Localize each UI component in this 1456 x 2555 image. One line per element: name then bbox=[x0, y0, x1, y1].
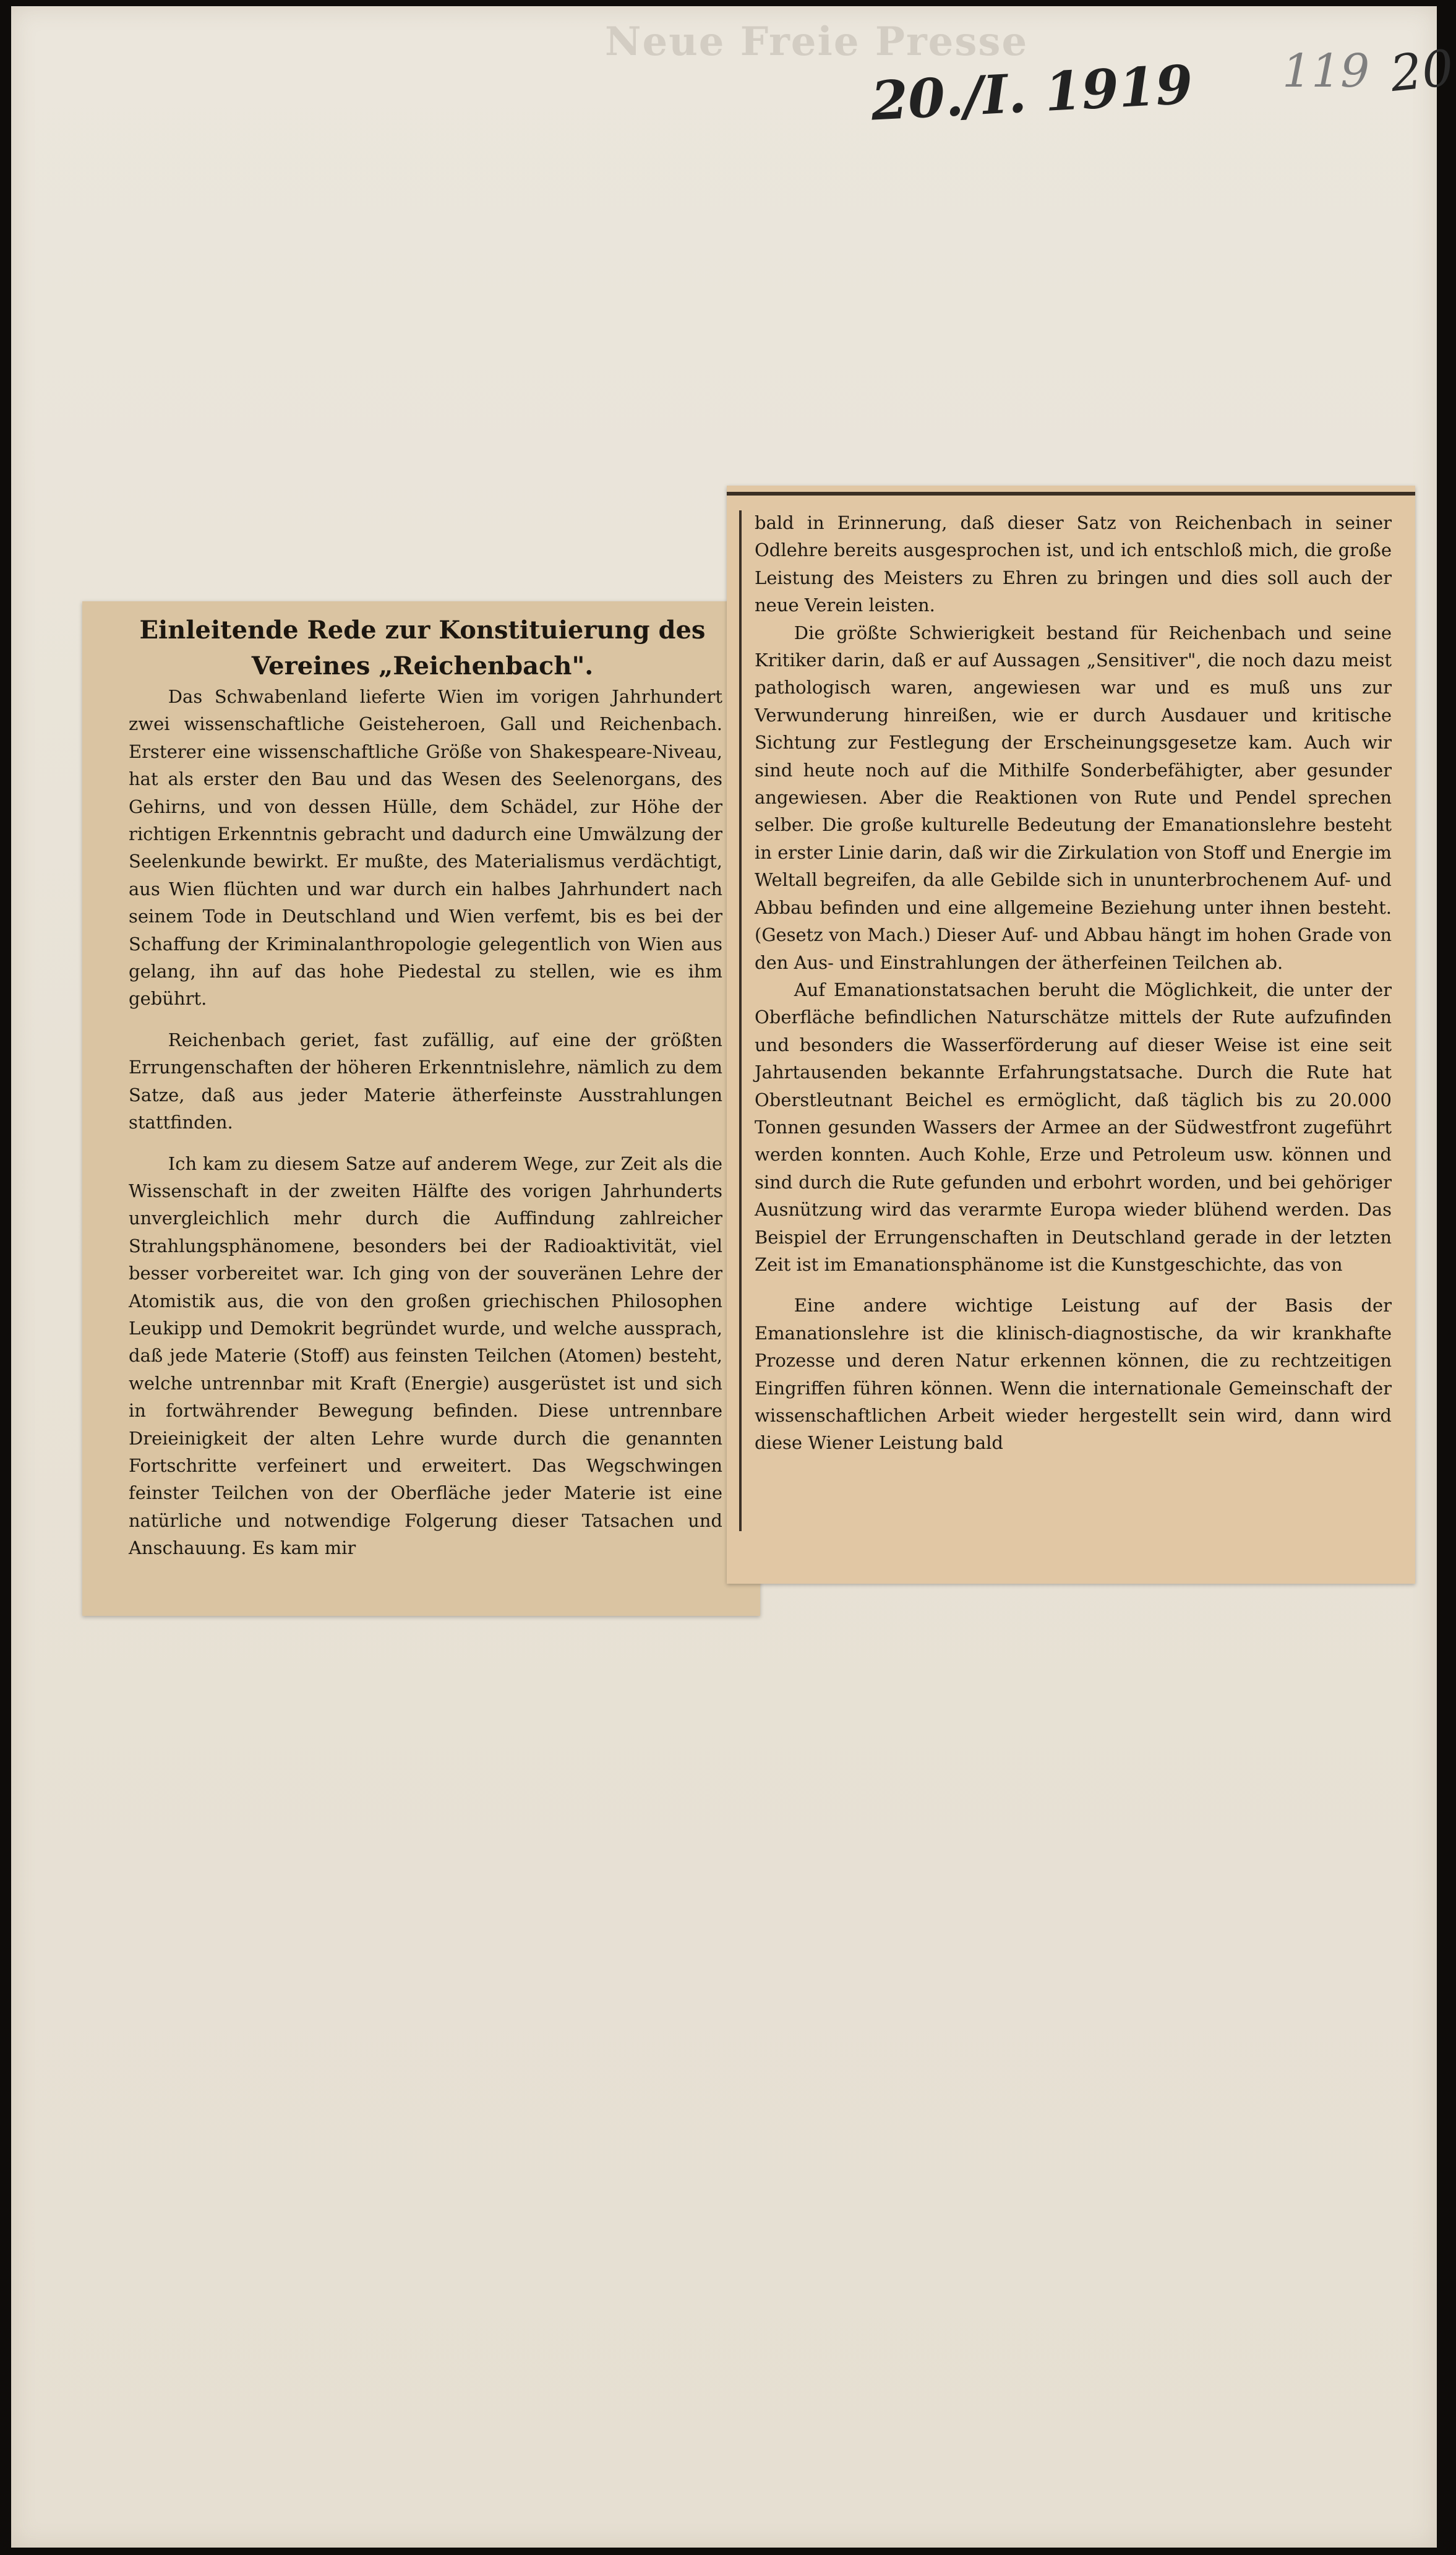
right-column-text bbox=[755, 509, 1392, 1573]
archive-number: 119 bbox=[1282, 45, 1370, 98]
column-divider bbox=[739, 510, 742, 1531]
paragraph: Die größte Schwierigkeit bestand für Reichenbach und seine Kritiker darin, daß er auf Aussagen „Sensitiver", die noch dazu meist pathologisch waren, angewiesen war und es muß uns zur Verwunderung hinreißen, wie er durch Ausdauer und kritische Sichtung zur Festlegung der Erscheinungsgesetze kam. Auch wir sind heute noch auf die Mithilfe Sonderbefähigter, aber gesunder angewiesen. Aber die Reaktionen von Rute und Pendel sprechen selber. Die große kulturelle Bedeutung der Emanationslehre besteht in erster Linie darin, daß wir die Zirkulation von Stoff und Energie im Weltall begreifen, da alle Gebilde sich in ununterbrochenem Auf- und Abbau befinden und eine allgemeine Beziehung unter ihnen besteht. (Gesetz von Mach.) Dieser Auf- und Abbau hängt im hohen Grade von den Aus- und Einstrahlungen der ätherfeinen Teilchen ab. bbox=[755, 622, 1392, 973]
handwritten-date: 20./I. 1919 bbox=[869, 53, 1194, 133]
paragraph: Das Schwabenland lieferte Wien im vorigen Jahrhundert zwei wissenschaftliche Geisteheroen, Gall und Reichenbach. Ersterer eine wissenschaftliche Größe von Shakespeare-Niveau, hat als erster den Bau und das Wesen des Seelenorgans, des Gehirns, und von dessen Hülle, dem Schädel, zur Höhe der richtigen Erkenntnis gebracht und dadurch eine Umwälzung der Seelenkunde bewirkt. Er mußte, des Materialismus verdächtigt, aus Wien flüchten und war durch ein halbes Jahrhundert nach seinem Tode in Deutschland und Wien verfemt, bis es bei der Schaffung der Kriminalanthropologie gelegentlich von Wien aus gelang, ihn auf das hohe Piedestal zu stellen, wie es ihm gebührt. bbox=[129, 686, 722, 1010]
paragraph: Eine andere wichtige Leistung auf der Basis der Emanationslehre ist die klinisch-diagnostische, da wir krankhafte Prozesse und deren Natur erkennen können, die zu rechtzeitigen Eingriffen führen können. Wenn die internationale Gemeinschaft der wissenschaftlichen Arbeit wieder hergestellt sein wird, dann wird diese Wiener Leistung bald bbox=[755, 1295, 1392, 1454]
left-column-text bbox=[129, 683, 722, 1592]
paragraph: Ich kam zu diesem Satze auf anderem Wege, zur Zeit als die Wissenschaft in der zweiten Hälfte des vorigen Jahrhunderts unvergleichlich mehr durch die Auffindung zahlreicher Strahlungsphänomene, besonders bei der Radioaktivität, viel besser vorbereitet war. Ich ging von der souveränen Lehre der Atomistik aus, die von den großen griechischen Philosophen Leukipp und Demokrit begründet wurde, und welche aussprach, daß jede Materie (Stoff) aus feinsten Teilchen (Atomen) besteht, welche untrennbar mit Kraft (Energie) ausgerüstet ist und sich in fortwährender Bewegung befinden. Diese untrennbare Dreieinigkeit der alten Lehre wurde durch die genannten Fortschritte verfeinert und erweitert. Das Wegschwingen feinster Teilchen von der Oberfläche jeder Materie ist eine natürliche und notwendige Folgerung dieser Tatsachen und Anschauung. Es kam mir bbox=[129, 1153, 722, 1559]
newspaper-stamp: Neue Freie Presse bbox=[605, 19, 1029, 65]
clipping-right-column bbox=[727, 486, 1415, 1584]
article-title: Einleitende Rede zur Konstituierung des Vereines „Reichenbach". bbox=[139, 616, 706, 681]
paragraph: bald in Erinnerung, daß dieser Satz von Reichenbach in seiner Odlehre bereits ausgesprochen ist, und ich entschloß mich, die große Leistung des Meisters zu Ehren zu bringen und dies soll auch der neue Verein leisten. bbox=[755, 512, 1392, 616]
sheet-number: 20 bbox=[1387, 38, 1456, 103]
paragraph: Auf Emanationstatsachen beruht die Möglichkeit, die unter der Oberfläche befindlichen Naturschätze mittels der Rute aufzufinden und besonders die Wasserförderung auf dieser Weise ist eine seit Jahrtausenden bekannte Erfahrungstatsache. Durch die Rute hat Oberstleutnant Beichel es ermöglicht, daß täglich bis zu 20.000 Tonnen gesunden Wassers der Armee an der Südwestfront zugeführt werden konnten. Auch Kohle, Erze und Petroleum usw. können und sind durch die Rute gefunden und erbohrt worden, und bei gehöriger Ausnützung wird das verarmte Europa wieder blühend werden. Das Beispiel der Errungenschaften in Deutschland gerade in der letzten Zeit ist im Emanationsphänome ist die Kunstgeschichte, das von bbox=[755, 979, 1392, 1275]
paragraph: Reichenbach geriet, fast zufällig, auf eine der größten Errungenschaften der höheren Erkenntnislehre, nämlich zu dem Satze, daß aus jeder Materie ätherfeinste Ausstrahlungen stattfinden. bbox=[129, 1029, 722, 1133]
clipping-left-column bbox=[82, 601, 760, 1616]
column-top-rule bbox=[727, 492, 1415, 496]
